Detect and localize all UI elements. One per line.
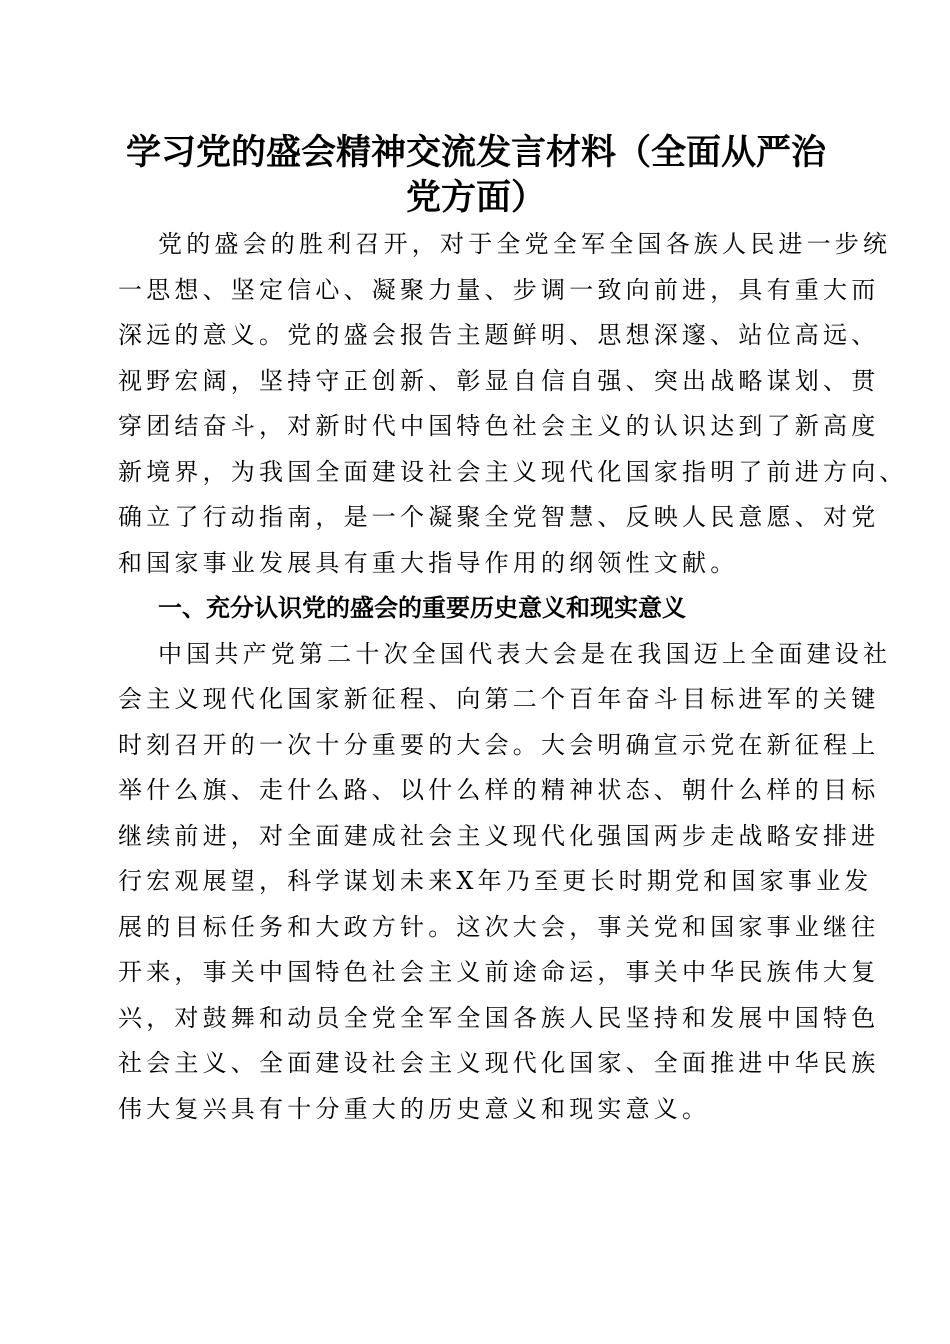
section-1-line: 兴，对鼓舞和动员全党全军全国各族人民坚持和发展中国特色 [118, 1003, 880, 1032]
intro-line: 和国家事业发展具有重大指导作用的纲领性文献。 [118, 548, 739, 577]
title-line-2: 党方面） [405, 177, 546, 218]
section-1-heading: 一、充分认识党的盛会的重要历史意义和现实意义 [158, 594, 686, 622]
title-line-1: 学习党的盛会精神交流发言材料（全面从严治 [125, 132, 826, 173]
section-1-paragraph [118, 632, 892, 1133]
intro-line: 确立了行动指南，是一个凝聚全党智慧、反映人民意愿、对党 [118, 503, 880, 531]
section-1-line: 时刻召开的一次十分重要的大会。大会明确宣示党在新征程上 [118, 730, 880, 759]
section-1-line: 开来，事关中国特色社会主义前途命运，事关中华民族伟大复 [118, 958, 880, 986]
intro-line: 深远的意义。党的盛会报告主题鲜明、思想深邃、站位高远、 [118, 321, 880, 349]
intro-line: 视野宏阔，坚持守正创新、彰显自信自强、突出战略谋划、贯 [118, 366, 880, 395]
intro-line: 党的盛会的胜利召开，对于全党全军全国各族人民进一步统 [158, 230, 892, 258]
document-title [118, 130, 834, 220]
intro-line: 一思想、坚定信心、凝聚力量、步调一致向前进，具有重大而 [118, 275, 880, 304]
section-1-line: 中国共产党第二十次全国代表大会是在我国迈上全面建设社 [158, 639, 892, 668]
section-1-line: 行宏观展望，科学谋划未来X年乃至更长时期党和国家事业发 [118, 867, 873, 895]
intro-line: 穿团结奋斗，对新时代中国特色社会主义的认识达到了新高度 [118, 412, 880, 440]
section-1-line: 展的目标任务和大政方针。这次大会，事关党和国家事业继往 [118, 912, 880, 941]
section-1-line: 社会主义、全面建设社会主义现代化国家、全面推进中华民族 [118, 1049, 880, 1077]
document-page [118, 130, 908, 1132]
intro-line: 新境界，为我国全面建设社会主义现代化国家指明了前进方向、 [118, 457, 908, 486]
section-1-line: 举什么旗、走什么路、以什么样的精神状态、朝什么样的目标 [118, 776, 880, 804]
section-1-line: 会主义现代化国家新征程、向第二个百年奋斗目标进军的关键 [118, 685, 880, 713]
section-1-line: 继续前进，对全面建成社会主义现代化强国两步走战略安排进 [118, 821, 880, 850]
intro-paragraph [118, 222, 908, 586]
section-1-line: 伟大复兴具有十分重大的历史意义和现实意义。 [118, 1094, 711, 1123]
